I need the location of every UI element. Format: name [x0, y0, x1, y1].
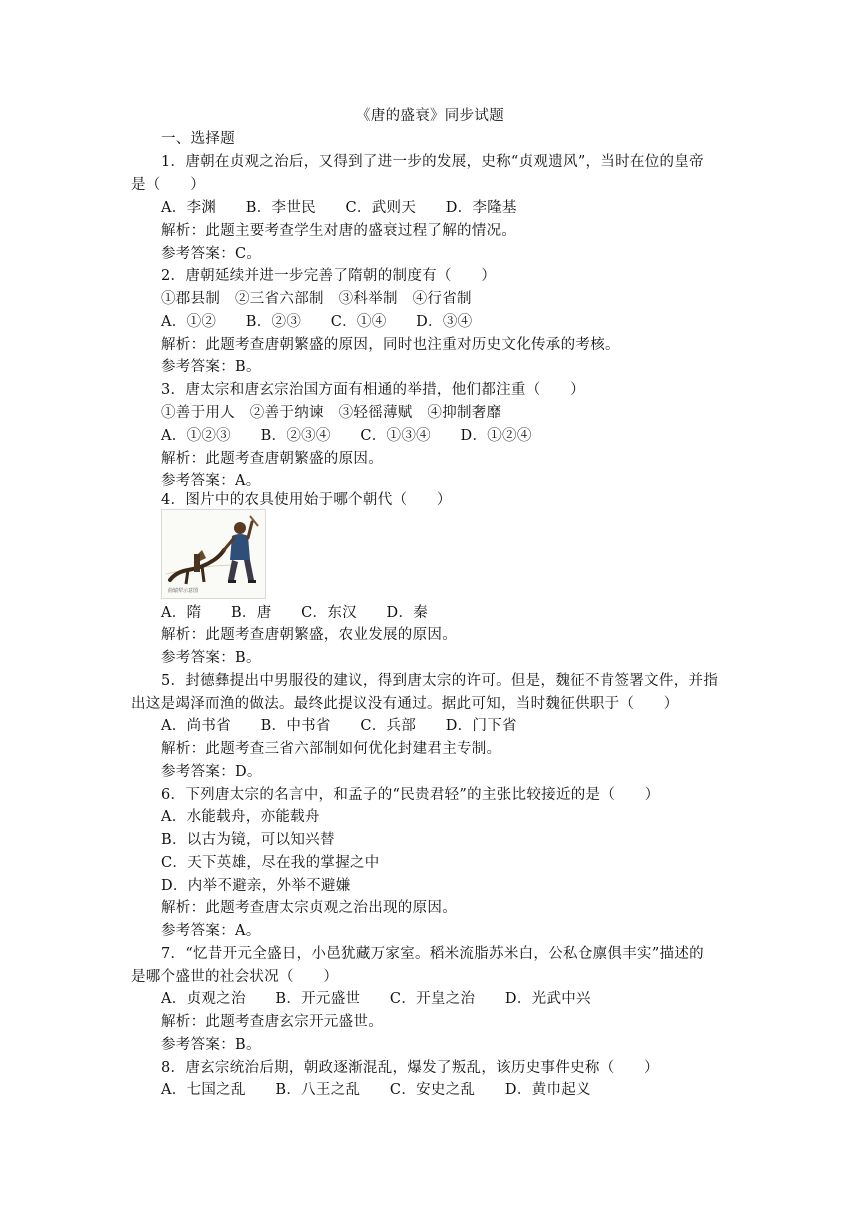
question-6-option-b: B．以古为镜，可以知兴替	[161, 832, 335, 848]
document-title: 《唐的盛衰》同步试题	[356, 108, 504, 124]
question-6-answer: 参考答案：A。	[161, 923, 261, 939]
question-5-analysis: 解析：此题考查三省六部制如何优化封建君主专制。	[161, 741, 502, 757]
question-1-analysis: 解析：此题主要考查学生对唐的盛衰过程了解的情况。	[161, 223, 517, 239]
question-1-stem-line-1: 1．唐朝在贞观之治后，又得到了进一步的发展，史称“贞观遗风”，当时在位的皇帝	[161, 154, 704, 170]
question-7-stem-line-1: 7．“忆昔开元全盛日，小邑犹藏万家室。稻米流脂苏米白，公私仓廪俱丰实”描述的	[161, 946, 704, 962]
question-1-stem-line-2: 是（ ）	[131, 177, 205, 193]
question-4-options: A．隋 B．唐 C．东汉 D．秦	[161, 605, 429, 621]
question-7-options: A．贞观之治 B．开元盛世 C．开皇之治 D．光武中兴	[161, 991, 591, 1007]
section-heading: 一、选择题	[161, 131, 235, 147]
question-3-stem-line-1: 3．唐太宗和唐玄宗治国方面有相通的举措，他们都注重（ ）	[161, 382, 585, 398]
question-2-options: A．①② B．②③ C．①④ D．③④	[161, 314, 473, 330]
question-3-options: A．①②③ B．②③④ C．①③④ D．①②④	[161, 428, 532, 444]
question-6-option-d: D．内举不避亲，外举不避嫌	[161, 878, 351, 894]
question-5-stem-line-1: 5．封德彝提出中男服役的建议，得到唐太宗的许可。但是，魏征不肯签署文件，并指	[161, 673, 719, 689]
question-5-stem-line-2: 出这是竭泽而渔的做法。最终此提议没有通过。据此可知，当时魏征供职于（ ）	[131, 696, 679, 712]
question-5-options: A．尚书省 B．中书省 C．兵部 D．门下省	[161, 718, 517, 734]
question-7-stem-line-2: 是哪个盛世的社会状况（ ）	[131, 969, 339, 985]
question-6-option-a: A．水能载舟，亦能载舟	[161, 809, 320, 825]
question-2-answer: 参考答案：B。	[161, 359, 261, 375]
question-3-analysis: 解析：此题考查唐朝繁盛的原因。	[161, 451, 383, 467]
question-2-stem-line-1: 2．唐朝延续并进一步完善了隋朝的制度有（ ）	[161, 268, 497, 284]
question-6-analysis: 解析：此题考查唐太宗贞观之治出现的原因。	[161, 900, 457, 916]
question-8-stem-line-1: 8．唐玄宗统治后期，朝政逐渐混乱，爆发了叛乱，该历史事件史称（ ）	[161, 1060, 659, 1076]
question-6-stem-line-1: 6．下列唐太宗的名言中，和孟子的“民贵君轻”的主张比较接近的是（ ）	[161, 787, 660, 803]
figure-caption: 曲辕犁示意图	[168, 588, 199, 594]
question-2-analysis: 解析：此题考查唐朝繁盛的原因，同时也注重对历史文化传承的考核。	[161, 337, 620, 353]
question-1-options: A．李渊 B．李世民 C．武则天 D．李隆基	[161, 200, 517, 216]
question-6-option-c: C．天下英雄，尽在我的掌握之中	[161, 855, 380, 871]
question-7-answer: 参考答案：B。	[161, 1037, 261, 1053]
question-4-analysis: 解析：此题考查唐朝繁盛，农业发展的原因。	[161, 627, 457, 643]
question-3-answer: 参考答案：A。	[161, 473, 261, 489]
question-4-stem-line-1: 4．图片中的农具使用始于哪个朝代（ ）	[161, 492, 452, 508]
question-8-options: A．七国之乱 B．八王之乱 C．安史之乱 D．黄巾起义	[161, 1082, 591, 1098]
question-7-analysis: 解析：此题考查唐玄宗开元盛世。	[161, 1014, 383, 1030]
question-1-answer: 参考答案：C。	[161, 246, 262, 262]
question-5-answer: 参考答案：D。	[161, 764, 262, 780]
plow-illustration	[161, 509, 266, 599]
question-2-stem-line-2: ①郡县制 ②三省六部制 ③科举制 ④行省制	[161, 291, 472, 307]
question-3-stem-line-2: ①善于用人 ②善于纳谏 ③轻徭薄赋 ④抑制奢靡	[161, 405, 502, 421]
question-4-answer: 参考答案：B。	[161, 650, 261, 666]
